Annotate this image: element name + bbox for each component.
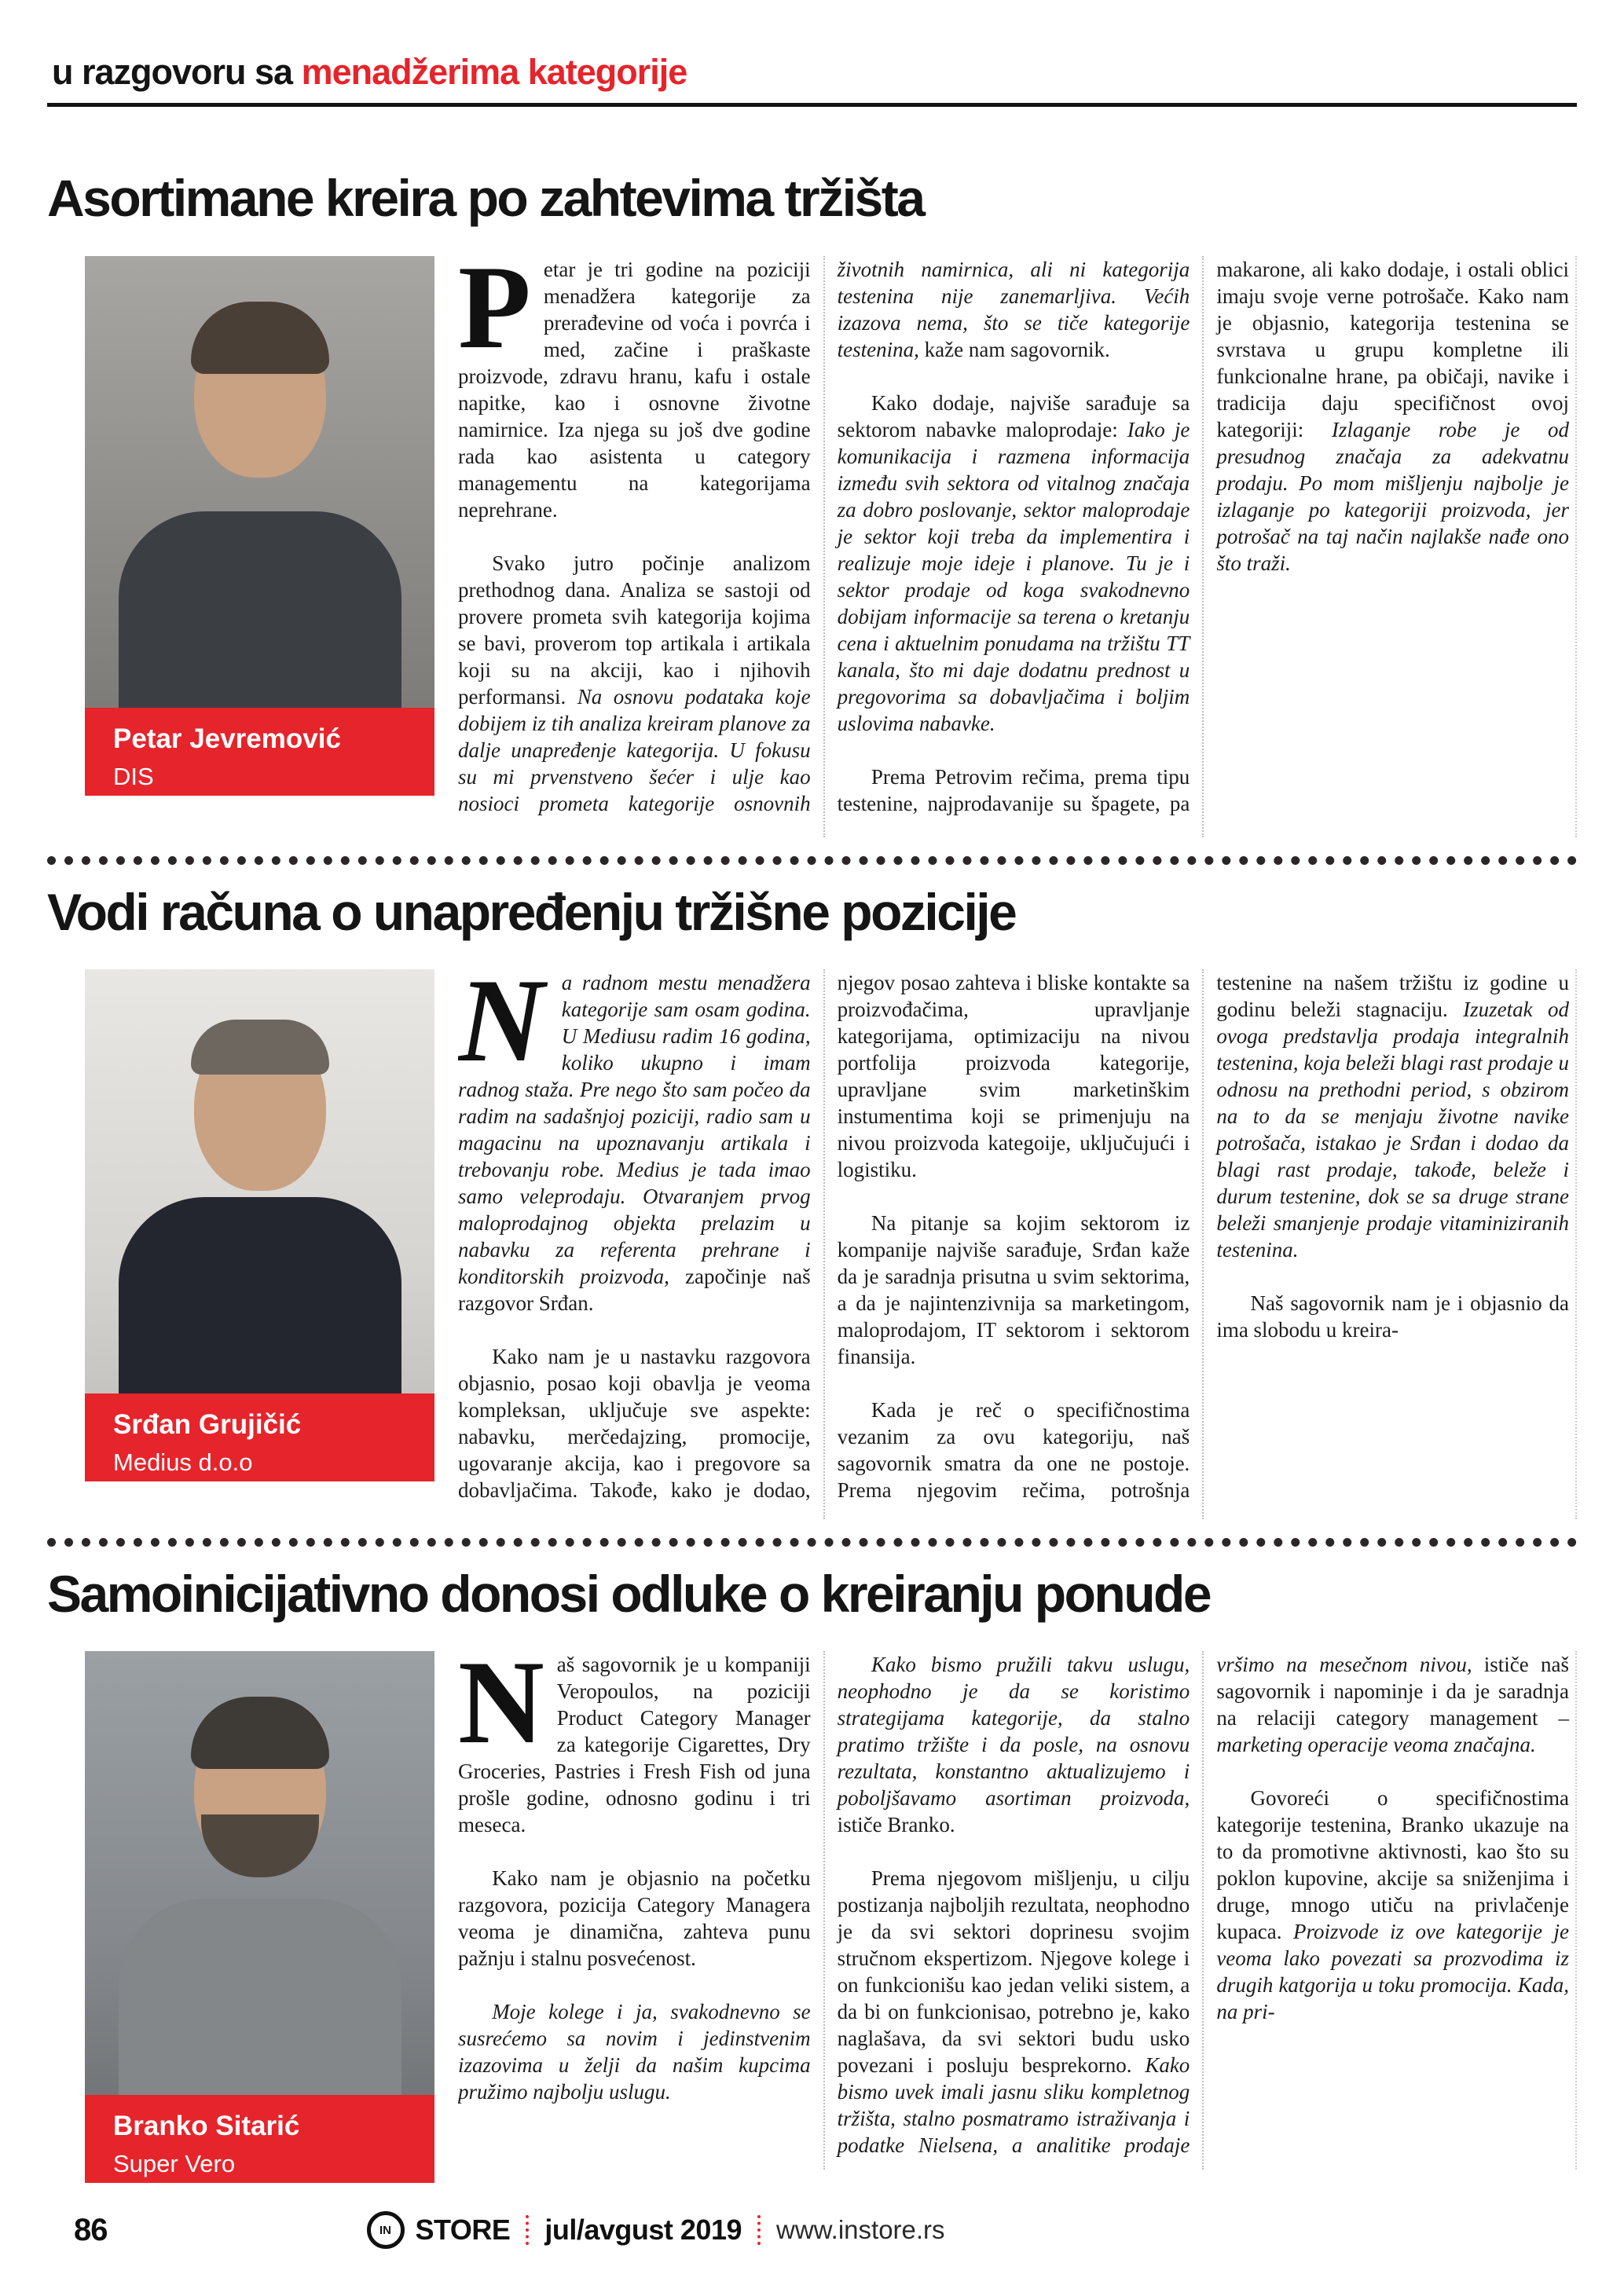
website-url: www.instore.rs: [776, 2215, 945, 2245]
body-text: aš sagovornik je u kompaniji Veropoulos, na poziciji Product Category Manager za kategorije Cigarettes, Dry Groceries, Pastries i Fresh Fish od juna prošle godine, odnosno godinu i tri meseca.: [458, 1653, 811, 1837]
paragraph: [458, 1998, 811, 2105]
paragraph: [1216, 1785, 1569, 2025]
photo-beard: [201, 1814, 319, 1877]
paragraph: [838, 390, 1190, 737]
quote-text: Izlaganje robe je od presudnog značaja za adekvatnu prodaju. Po mom mišljenju najbolje je izlaganje po kategoriji proizvoda, jer potrošač na taj način najlakše nađe ono što traži.: [1216, 417, 1569, 575]
article-samoinicijativno: [47, 1564, 1577, 2183]
caption-name: Branko Sitarić: [113, 2111, 300, 2142]
article-content: [47, 1651, 1577, 2183]
photo-caption: [85, 2095, 434, 2183]
dotted-separator: [47, 856, 1577, 865]
body-text: Prema Petrovim rečima, prema tipu testenine, najprodavanije su špagete, pa makarone, ali kako dodaje, i ostali oblici imaju svoje verne potrošače. Kako nam je objasnio, kategorija testenina se svrstava u grupu kompletne ili funkcionalne hrane, pa običaji, navike i tradicija daju specifičnost ovoj kategoriji:: [837, 257, 1569, 815]
photo-column: [85, 1651, 434, 2183]
photo-hair: [191, 302, 329, 374]
body-text: ističe naš sagovornik i napominje i da je saradnja na relaciji category management: [1216, 1653, 1569, 1730]
article-content: [47, 969, 1577, 1519]
drop-cap: N: [458, 969, 544, 1086]
photo-column: [85, 969, 434, 1519]
quote-text: Iako je komunikacija i razmena informacija između svih sektora od vitalnog značaja za dobro poslovanje, sektor maloprodaje je sektor koji treba da implementira i realizuje moje ideje i planove. Tu je i sektor prodaje od koga svakodnevno dobijam informacije sa terena o kretanju cena i aktuelnim ponudama na tržištu TT kanala, što mi daje dodatnu prednost u pregovorima sa dobavljačima i boljim uslovima nabavke.: [837, 417, 1190, 735]
photo-torso: [119, 1197, 401, 1393]
body-text: ističe Branko.: [837, 1813, 955, 1837]
caption-company: Super Vero: [113, 2150, 236, 2178]
caption-name: Petar Jevremović: [113, 723, 341, 754]
paragraph: [458, 1651, 811, 1838]
body-text: Kako dodaje, najviše sarađuje sa sektorom nabavke maloprodaje:: [837, 390, 1190, 441]
body-text: Prema njegovom mišljenju, u cilju postizanja najboljih rezultata, neophodno je da svi sektori doprinesu svojim stručnom ekspertizom. Njegove kolege i on funkcionišu kao jedan veliki sistem, a da bi on funkcionisao, potrebno je, kako naglašava, da svi sektori budu usko povezani i posluju besprekorno.: [837, 1866, 1190, 2078]
photo-column: [85, 256, 434, 837]
quote-text: – marketing operacije veoma značajna.: [1216, 1706, 1569, 1757]
quote-text: Kako bismo pružili takvu uslugu, neophodno je da se koristimo strategijama kategorije, da stalno pratimo tržište i da posle, na osnovu rezultata, konstantno aktualizujemo i poboljšavamo asortiman proizvoda,: [837, 1653, 1190, 1811]
article-title: Asortimane kreira po zahtevima tržišta: [47, 169, 924, 228]
body-text: etar je tri godine na poziciji menadžera kategorije za prerađevine od voća i povrća i med, začine i praškaste proizvode, zdravu hranu, kafu i ostale napitke, kao i osnovne životne namirnice. Iza njega su još dve godine rada kao asistenta u category managementu na kategorijama neprehrane.: [458, 257, 811, 522]
article-title: Vodi računa o unapređenju tržišne pozicije: [47, 882, 1016, 941]
quote-text: Na osnovu podataka koje dobijem iz tih analiza kreiram planove za dalje unapređenje kategorija. U fokusu su mi prvenstveno šećer i ulje kao nosioci prometa kategorije osnovnih životnih namirnica, ali ni kategorija testenina nije zanemarljiva. Većih izazova nema, što se tiče kategorije testenina,: [458, 257, 1190, 815]
footer-dotted-divider: [526, 2215, 529, 2245]
page-number: 86: [74, 2212, 108, 2247]
article-body: [458, 969, 1577, 1519]
paragraph: [838, 1210, 1190, 1370]
footer-dotted-divider: [757, 2215, 761, 2245]
photo-hair: [191, 1020, 329, 1075]
article-content: [47, 256, 1577, 837]
quote-text: Kako bismo uvek imali jasnu sliku kompletnog tržišta, stalno posmatramo istraživanja i podatke Nielsena, a analitike prodaje vršimo na mesečnom nivou,: [837, 1653, 1472, 2158]
photo-torso: [119, 511, 401, 708]
article-body: [458, 256, 1577, 837]
section-kicker: [52, 53, 1577, 90]
body-text: Svako jutro počinje analizom prethodnog dana. Analiza se sastoji od provere prometa svih kategorija kojima se bavi, proverom top artikala i artikala koji su na akciji, kao i njihovih performansi.: [458, 551, 811, 709]
quote-text: a radnom mestu menadžera kategorije sam osam godina. U Mediusu radim 16 godina, koliko ukupno i imam radnog staža. Pre nego što sam počeo da radim na sadašnjoj poziciji, radio sam u magacinu na upoznavanju artikala i trebovanju robe. Medius je tada imao samo veleprodaju. Otvaranjem prvog maloprodajnog objekta prelazim u nabavku za referenta prehrane i konditorskih proizvoda,: [458, 970, 811, 1288]
paragraph: [458, 256, 811, 523]
header-rule: [47, 103, 1577, 107]
issue-date: jul/avgust 2019: [544, 2214, 742, 2247]
drop-cap: P: [458, 255, 531, 373]
kicker-prefix: u razgovoru sa: [52, 52, 302, 92]
article-body: [458, 1651, 1577, 2170]
article-vodi-racuna: [47, 882, 1577, 1519]
body-text: započinje naš razgovor Srđan.: [458, 1264, 811, 1315]
drop-cap: N: [458, 1651, 544, 1769]
paragraph: [458, 969, 811, 1316]
paragraph: [838, 1651, 1190, 1838]
dotted-separator: [47, 1538, 1577, 1547]
body-text: Naš sagovornik nam je i objasnio da ima slobodu u kreira-: [1216, 1291, 1569, 1342]
kicker-highlight: menadžerima kategorije: [301, 52, 687, 92]
body-text: Kada je reč o specifičnostima vezanim za ovu kategoriju, naš sagovornik smatra da one ne postoje. Prema njegovim rečima, potrošnja testenine na našem tržištu iz godine u godinu beleži stagnaciju.: [837, 970, 1569, 1502]
article-asortimane: [47, 171, 1577, 837]
quote-text: Izuzetak od ovoga predstavlja prodaja integralnih testenina, koja beleži blagi rast prodaje u odnosu na prethodni period, s obzirom na to da se menjaju životne navike potrošača, istakao je Srđan i dodao da blagi rast prodaje, takođe, beleže i durum testenine, dok se sa druge strane beleži smanjenje prodaje vitaminiziranih testenina.: [1216, 997, 1569, 1262]
body-text: Govoreći o specifičnostima kategorije testenina, Branko ukazuje na to da promotivne aktivnosti, kao što su poklon kupovine, akcije sa sniženjima i druge, mnogo utiču na privlačenje kupaca.: [1216, 1786, 1569, 1944]
photo-caption: [85, 708, 434, 796]
body-text: Kako nam je objasnio na početku razgovora, pozicija Category Managera veoma je dinamična, zahteva punu pažnju i stalnu posvećenost.: [458, 1866, 811, 1971]
photo-torso: [119, 1899, 401, 2095]
store-logo-text: STORE: [415, 2214, 511, 2247]
instore-circle-logo-icon: IN: [367, 2211, 405, 2249]
body-text: Kako nam je u nastavku razgovora objasnio, posao koji obavlja je veoma kompleksan, uključuje sve aspekte: nabavku, merčedajzing, promocije, ugovaranje akcija, kao i pregovore sa dobavljačima. Takođe, kako je dodao, njegov posao zahteva i bliske kontakte sa proizvođačima, upravljanje kategorijama, optimizaciju na nivou portfolija proizvoda kategorije, upravljane svim marketinškim instumentima koji se primenjuju na nivou proizvoda kategoije, uključujući i logistiku.: [458, 970, 1190, 1502]
paragraph: [458, 1865, 811, 1972]
photo-hair: [191, 1697, 329, 1769]
body-text: kaže nam sagovornik.: [918, 337, 1110, 361]
page-footer: [74, 2211, 1577, 2249]
caption-name: Srđan Grujičić: [113, 1408, 302, 1440]
paragraph: [1216, 1290, 1569, 1343]
photo-caption: [85, 1393, 434, 1481]
quote-text: Moje kolege i ja, svakodnevno se susrećemo sa novim i jedinstvenim izazovima u želji da našim kupcima pružimo najbolju uslugu.: [458, 2000, 811, 2104]
article-title: Samoinicijativno donosi odluke o kreiranju ponude: [47, 1564, 1211, 1623]
caption-company: Medius d.o.o: [113, 1448, 253, 1477]
portrait-photo-petar: [85, 256, 434, 708]
portrait-photo-branko: [85, 1651, 434, 2095]
quote-text: Proizvode iz ove kategorije je veoma lako povezati sa prozvodima iz drugih katgorija u toku promocija. Kada, na pri-: [1216, 1920, 1569, 2024]
caption-company: DIS: [113, 762, 154, 790]
body-text: Na pitanje sa kojim sektorom iz kompanije najviše sarađuje, Srđan kaže da je saradnja prisutna u svim sektorima, a da je najintenzivnija sa marketingom, maloprodajom, IT sektorom i sektorom finansija.: [837, 1210, 1190, 1368]
portrait-photo-srdjan: [85, 969, 434, 1393]
